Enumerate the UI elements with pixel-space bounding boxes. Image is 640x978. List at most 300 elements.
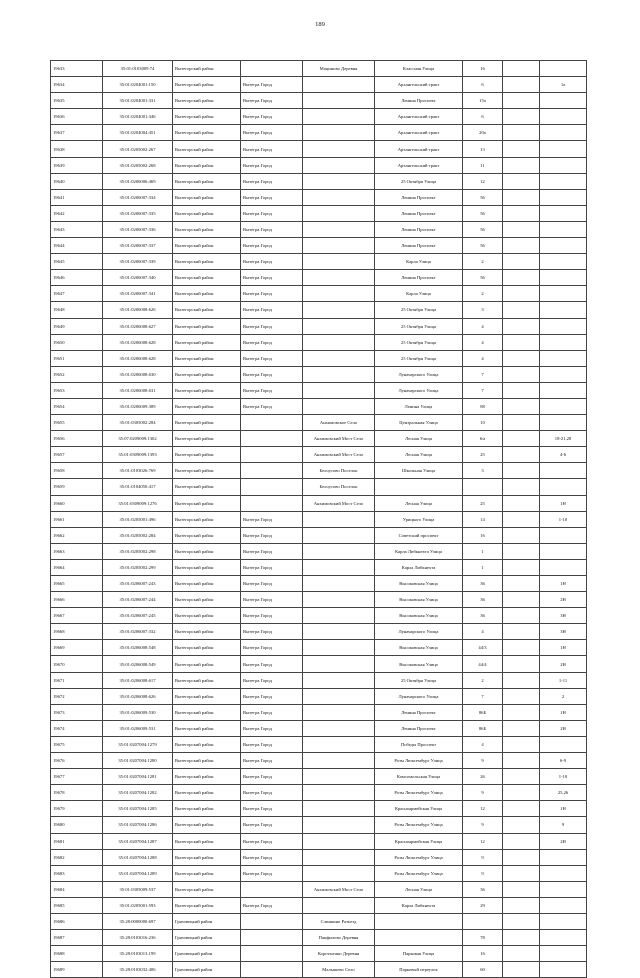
street-cell: Парковый переулок [375,962,463,978]
registry-table [50,60,587,978]
table-row [51,205,587,221]
cadastral-number-cell: 35:01:0205001:496 [103,511,173,527]
record-number-cell: 19682 [51,849,103,865]
record-number-cell: 19677 [51,769,103,785]
table-row [51,640,587,656]
record-number-cell: 19638 [51,141,103,157]
district-cell: Вытегорский район [173,205,241,221]
street-cell: Высоковская Улица [375,576,463,592]
building-cell [503,720,540,736]
city-cell [241,930,303,946]
flat-number-cell [540,559,587,575]
table-row [51,576,587,592]
locality-cell [303,624,375,640]
table-row [51,849,587,865]
flat-number-cell: 1-11 [540,672,587,688]
house-number-cell: 6 [463,109,503,125]
house-number-cell: 4 [463,318,503,334]
building-cell [503,431,540,447]
table-row [51,913,587,929]
locality-cell: Анхимовский Мост Село [303,447,375,463]
record-number-cell: 19643 [51,221,103,237]
flat-number-cell [540,286,587,302]
house-number-cell: 78 [463,930,503,946]
building-cell [503,447,540,463]
cadastral-number-cell: 35:01:0207004:1282 [103,785,173,801]
flat-number-cell: 1Н [540,640,587,656]
cadastral-number-cell: 35:01:0204004:451 [103,125,173,141]
city-cell: Вытегра Город [241,592,303,608]
city-cell: Вытегра Город [241,93,303,109]
district-cell: Вытегорский район [173,141,241,157]
locality-cell [303,720,375,736]
flat-number-cell [540,415,587,431]
house-number-cell: 36 [463,576,503,592]
city-cell: Вытегра Город [241,640,303,656]
district-cell: Вытегорский район [173,543,241,559]
flat-number-cell [540,897,587,913]
cadastral-number-cell: 35:01:0205002:268 [103,157,173,173]
house-number-cell: 4 [463,624,503,640]
locality-cell [303,254,375,270]
record-number-cell: 19641 [51,189,103,205]
district-cell: Вытегорский район [173,286,241,302]
house-number-cell: 60 [463,962,503,978]
record-number-cell: 19664 [51,559,103,575]
record-number-cell: 19675 [51,736,103,752]
building-cell [503,109,540,125]
table-row [51,398,587,414]
cadastral-number-cell: 35:01:0205001:593 [103,897,173,913]
city-cell: Вытегра Город [241,511,303,527]
district-cell: Вытегорский район [173,189,241,205]
district-cell: Вытегорский район [173,576,241,592]
district-cell: Вытегорский район [173,318,241,334]
building-cell [503,592,540,608]
city-cell: Вытегра Город [241,688,303,704]
locality-cell [303,286,375,302]
street-cell: Ленина Проспект [375,189,463,205]
house-number-cell: 9 [463,849,503,865]
table-row [51,93,587,109]
street-cell: Красноармейская Улица [375,801,463,817]
table-row [51,221,587,237]
district-cell: Вытегорский район [173,302,241,318]
flat-number-cell [540,913,587,929]
district-cell: Вытегорский район [173,801,241,817]
building-cell [503,318,540,334]
city-cell: Вытегра Город [241,543,303,559]
locality-cell [303,672,375,688]
house-number-cell: 1 [463,559,503,575]
flat-number-cell [540,61,587,77]
district-cell: Вытегорский район [173,881,241,897]
house-number-cell [463,479,503,495]
table-row [51,962,587,978]
building-cell [503,302,540,318]
city-cell: Вытегра Город [241,704,303,720]
district-cell: Вытегорский район [173,559,241,575]
locality-cell [303,817,375,833]
district-cell: Вытегорский район [173,334,241,350]
flat-number-cell: 2Н [540,656,587,672]
cadastral-number-cell: 35:01:0207004:1281 [103,769,173,785]
record-number-cell: 19684 [51,881,103,897]
city-cell: Вытегра Город [241,205,303,221]
flat-number-cell [540,382,587,398]
flat-number-cell [540,849,587,865]
city-cell: Вытегра Город [241,656,303,672]
building-cell [503,157,540,173]
locality-cell [303,656,375,672]
table-row [51,334,587,350]
flat-number-cell [540,350,587,366]
record-number-cell: 19649 [51,318,103,334]
locality-cell: Анхимовское Село [303,415,375,431]
district-cell: Вытегорский район [173,769,241,785]
record-number-cell: 19650 [51,334,103,350]
cadastral-number-cell: 35:01:0206007:245 [103,608,173,624]
table-row [51,881,587,897]
table-row [51,431,587,447]
street-cell: 25 Октября Улица [375,334,463,350]
house-number-cell: 36 [463,592,503,608]
table-row [51,141,587,157]
house-number-cell: 7 [463,688,503,704]
district-cell: Грязовецкий район [173,946,241,962]
table-row [51,318,587,334]
city-cell: Вытегра Город [241,221,303,237]
building-cell [503,865,540,881]
district-cell: Вытегорский район [173,527,241,543]
street-cell: Высоковская Улица [375,656,463,672]
city-cell: Вытегра Город [241,141,303,157]
street-cell: Победы Проспект [375,736,463,752]
street-cell: 25 Октября Улица [375,350,463,366]
city-cell: Вытегра Город [241,801,303,817]
house-number-cell: 3 [463,302,503,318]
building-cell [503,817,540,833]
city-cell: Вытегра Город [241,334,303,350]
flat-number-cell: 9 [540,817,587,833]
street-cell: Луначарского Улица [375,688,463,704]
street-cell: Луначарского Улица [375,382,463,398]
locality-cell [303,849,375,865]
record-number-cell: 19636 [51,109,103,125]
city-cell: Вытегра Город [241,318,303,334]
street-cell [375,930,463,946]
house-number-cell: 9 [463,753,503,769]
cadastral-number-cell: 35:01:0206007:341 [103,286,173,302]
record-number-cell: 19660 [51,495,103,511]
flat-number-cell [540,543,587,559]
locality-cell: Коротыгино Деревня [303,946,375,962]
building-cell [503,946,540,962]
locality-cell [303,366,375,382]
house-number-cell: 12 [463,173,503,189]
house-number-cell: 44/4 [463,656,503,672]
record-number-cell: 19671 [51,672,103,688]
city-cell [241,479,303,495]
locality-cell: Анхимовский Мост Село [303,495,375,511]
city-cell: Вытегра Город [241,77,303,93]
house-number-cell: 9 [463,785,503,801]
city-cell [241,447,303,463]
district-cell: Вытегорский район [173,511,241,527]
flat-number-cell [540,270,587,286]
district-cell: Вытегорский район [173,350,241,366]
locality-cell [303,141,375,157]
cadastral-number-cell: 35:01:0205002:298 [103,543,173,559]
street-cell: Карла Либкнехта Улица [375,543,463,559]
cadastral-number-cell: 35:01:0207004:1279 [103,736,173,752]
table-row [51,527,587,543]
district-cell: Вытегорский район [173,672,241,688]
table-row [51,736,587,752]
flat-number-cell: 1Н [540,495,587,511]
flat-number-cell [540,366,587,382]
city-cell [241,913,303,929]
building-cell [503,833,540,849]
city-cell: Вытегра Город [241,608,303,624]
building-cell [503,205,540,221]
district-cell: Вытегорский район [173,656,241,672]
record-number-cell: 19685 [51,897,103,913]
flat-number-cell: 3Н [540,608,587,624]
district-cell: Вытегорский район [173,849,241,865]
district-cell: Вытегорский район [173,77,241,93]
locality-cell [303,318,375,334]
city-cell: Вытегра Город [241,125,303,141]
house-number-cell: 6 [463,77,503,93]
table-row [51,463,587,479]
building-cell [503,382,540,398]
house-number-cell: 14 [463,511,503,527]
building-cell [503,688,540,704]
table-row [51,688,587,704]
house-number-cell: 7 [463,366,503,382]
flat-number-cell [540,736,587,752]
flat-number-cell [540,221,587,237]
house-number-cell: 15а [463,93,503,109]
cadastral-number-cell: 35:01:0206008:617 [103,672,173,688]
building-cell [503,897,540,913]
street-cell: Школьная Улица [375,463,463,479]
building-cell [503,286,540,302]
house-number-cell: 25 [463,495,503,511]
table-row [51,366,587,382]
house-number-cell: 12 [463,833,503,849]
record-number-cell: 19657 [51,447,103,463]
record-number-cell: 19670 [51,656,103,672]
street-cell: Архангельский тракт [375,125,463,141]
table-row [51,270,587,286]
building-cell [503,704,540,720]
record-number-cell: 19680 [51,817,103,833]
cadastral-number-cell: 35:28:0103013:199 [103,946,173,962]
house-number-cell [463,913,503,929]
locality-cell [303,543,375,559]
cadastral-number-cell: 35:01:0305002:284 [103,415,173,431]
table-row [51,817,587,833]
district-cell: Вытегорский район [173,173,241,189]
locality-cell [303,511,375,527]
street-cell: Розы Люксембург Улица [375,817,463,833]
building-cell [503,736,540,752]
building-cell [503,93,540,109]
house-number-cell: 86Б [463,704,503,720]
district-cell: Вытегорский район [173,720,241,736]
cadastral-number-cell: 35:01:0206007:339 [103,254,173,270]
record-number-cell: 19661 [51,511,103,527]
record-number-cell: 19673 [51,704,103,720]
building-cell [503,656,540,672]
district-cell: Вытегорский район [173,270,241,286]
district-cell: Вытегорский район [173,736,241,752]
cadastral-number-cell: 35:01:0103026:769 [103,463,173,479]
flat-number-cell: 18-21,28 [540,431,587,447]
street-cell: Ленина Проспект [375,205,463,221]
cadastral-number-cell: 35:01:0206007:243 [103,576,173,592]
flat-number-cell [540,173,587,189]
flat-number-cell: 4-6 [540,447,587,463]
locality-cell: Малышево Село [303,962,375,978]
table-row [51,865,587,881]
cadastral-number-cell: 35:01:0206006:469 [103,173,173,189]
street-cell: Архангельский тракт [375,141,463,157]
street-cell: Архангельский тракт [375,109,463,125]
locality-cell: Белоусово Поселок [303,479,375,495]
city-cell [241,881,303,897]
locality-cell [303,238,375,254]
house-number-cell: 25 [463,447,503,463]
building-cell [503,785,540,801]
flat-number-cell: 25,26 [540,785,587,801]
locality-cell [303,157,375,173]
table-row [51,720,587,736]
locality-cell: Слинкино Разъезд [303,913,375,929]
building-cell [503,221,540,237]
city-cell: Вытегра Город [241,366,303,382]
cadastral-number-cell: 35:01:0206008:627 [103,318,173,334]
table-row [51,238,587,254]
street-cell: Лесная Улица [375,447,463,463]
table-row [51,624,587,640]
city-cell: Вытегра Город [241,189,303,205]
flat-number-cell [540,141,587,157]
city-cell [241,431,303,447]
record-number-cell: 19634 [51,77,103,93]
street-cell: Розы Люксембург Улица [375,865,463,881]
city-cell: Вытегра Город [241,736,303,752]
city-cell: Вытегра Город [241,785,303,801]
building-cell [503,415,540,431]
street-cell: Ленина Проспект [375,93,463,109]
table-row [51,61,587,77]
building-cell [503,769,540,785]
table-row [51,930,587,946]
house-number-cell: 56 [463,189,503,205]
record-number-cell: 19674 [51,720,103,736]
building-cell [503,238,540,254]
cadastral-number-cell: 35:01:0207004:1285 [103,801,173,817]
cadastral-number-cell: 35:01:0206007:335 [103,205,173,221]
flat-number-cell [540,398,587,414]
cadastral-number-cell: 35:28:0103016:236 [103,930,173,946]
building-cell [503,270,540,286]
cadastral-number-cell: 35:28:0000000:697 [103,913,173,929]
city-cell [241,946,303,962]
house-number-cell: 16 [463,527,503,543]
flat-number-cell [540,463,587,479]
city-cell [241,962,303,978]
house-number-cell: 56 [463,205,503,221]
district-cell: Вытегорский район [173,109,241,125]
locality-cell [303,527,375,543]
record-number-cell: 19659 [51,479,103,495]
building-cell [503,77,540,93]
flat-number-cell [540,189,587,205]
district-cell: Вытегорский район [173,447,241,463]
locality-cell [303,785,375,801]
cadastral-number-cell: 35:01:0103009:74 [103,61,173,77]
flat-number-cell: 1-10 [540,511,587,527]
locality-cell [303,382,375,398]
building-cell [503,672,540,688]
district-cell: Вытегорский район [173,785,241,801]
locality-cell [303,93,375,109]
building-cell [503,366,540,382]
record-number-cell: 19637 [51,125,103,141]
district-cell: Вытегорский район [173,125,241,141]
table-row [51,302,587,318]
record-number-cell: 19667 [51,608,103,624]
cadastral-number-cell: 35:01:0204001:346 [103,109,173,125]
district-cell: Вытегорский район [173,624,241,640]
house-number-cell: 2 [463,286,503,302]
locality-cell [303,205,375,221]
district-cell: Вытегорский район [173,479,241,495]
flat-number-cell: 1Н [540,704,587,720]
street-cell: Высоковская Улица [375,592,463,608]
district-cell: Вытегорский район [173,415,241,431]
house-number-cell: 9 [463,865,503,881]
building-cell [503,624,540,640]
table-row [51,753,587,769]
district-cell: Вытегорский район [173,640,241,656]
district-cell: Вытегорский район [173,93,241,109]
page-number: 189 [315,21,325,28]
record-number-cell: 19687 [51,930,103,946]
table-row [51,286,587,302]
city-cell: Вытегра Город [241,769,303,785]
building-cell [503,125,540,141]
table-row [51,897,587,913]
city-cell: Вытегра Город [241,109,303,125]
flat-number-cell [540,334,587,350]
city-cell: Вытегра Город [241,897,303,913]
street-cell: Высоковская Улица [375,608,463,624]
cadastral-number-cell: 35:01:0207004:1289 [103,865,173,881]
cadastral-number-cell: 35:01:0206007:244 [103,592,173,608]
flat-number-cell: 2Н [540,833,587,849]
street-cell: Красноармейская Улица [375,833,463,849]
locality-cell [303,125,375,141]
record-number-cell: 19654 [51,398,103,414]
district-cell: Грязовецкий район [173,930,241,946]
flat-number-cell: 3Н [540,624,587,640]
cadastral-number-cell: 35:01:0206007:337 [103,238,173,254]
